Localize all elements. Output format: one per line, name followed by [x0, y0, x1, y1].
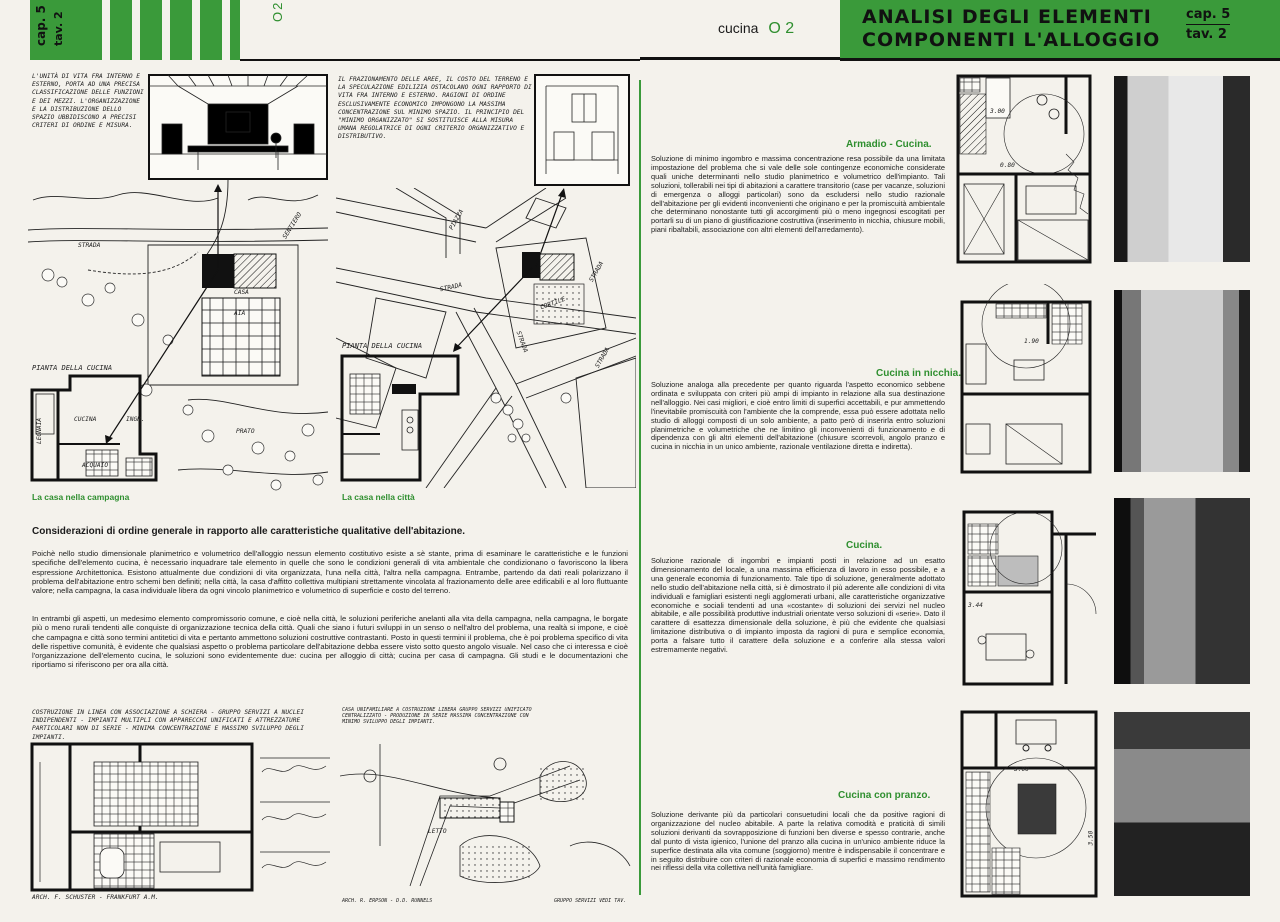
right-header-rule	[640, 57, 840, 60]
body-paragraph-2: In entrambi gli aspetti, un medesimo elemento compromissorio comune, e cioè nella città, le soluzioni periferiche anelanti alla vita della campagna, nella campagna, le borgate più o meno rurali tendenti alle conquiste di organizzazione tecnica della città. Quali che siano i futuri sviluppi in un senso o nell'altro del problema, una realtà si impone, e cioè che campagna e città sono termini antitetici di vita e pertanto ammettono soluzioni costruttive contrastanti. Posto in questi termini il problema, che è poi problema specifico di vita delle rispettive comunità, è evidente che qualsiasi aspetto o problema particolare dell'abitazione debba essere visto sotto questo angolo visuale. Nel caso che ci interessa e cioè l'organizzazione dell'elemento cucina, le soluzioni sono evidentemente due: cucina per alloggio di città; cucina per casa di campagna. Gli studi e le documentazioni che riportiamo si riferiscono per ora alla città.	[32, 614, 628, 670]
caption-citta: La casa nella città	[342, 492, 415, 502]
left-header-rule	[240, 59, 640, 61]
note-intro-campagna: L'UNITÀ DI VITA FRA INTERNO E ESTERNO, PORTA AD UNA PRECISA CLASSIFICAZIONE DELLE FUNZIONI E DEI MEZZI. L'ORGANIZZAZIONE E LA DISTRIBUZIONE DELLO SPAZIO UBBIDISCONO A PRECISI CRITERI DI ORDINE E MISURA.	[32, 73, 144, 130]
label-cortile: CORTILE	[539, 295, 567, 312]
title-line-1: ANALISI DEGLI ELEMENTI	[862, 6, 1152, 28]
label-letto: LETTO	[428, 828, 447, 835]
caption-campagna: La casa nella campagna	[32, 492, 130, 502]
label-aia: AIA	[234, 310, 246, 317]
city-kitchen-plan	[340, 354, 460, 482]
left-header-code: O2	[270, 0, 285, 22]
left-cap-label	[30, 6, 80, 56]
note-frankfurt: COSTRUZIONE IN LINEA CON ASSOCIAZIONE A SCHIERA - GRUPPO SERVIZI A NUCLEI INDIPENDENTI - IMPIANTI MULTIPLI CON APPARECCHI UNIFICATI E ATTREZZATURE PARTICOLARI NON DI SERIE - MINIMA CONCENTRAZIONE E MASSIMO SVILUPPO DEGLI IMPIANTI.	[32, 709, 304, 741]
label-strada: STRADA	[78, 242, 101, 249]
note-runnels: CASA UNIFAMILIARE A COSTRUZIONE LIBERA GRUPPO SERVIZI UNIFICATO CENTRALIZZATO - PRODUZIONE IN SERIE MASSIMA CONCENTRAZIONE CON MINIMO SVILUPPO DEGLI IMPIANTI.	[342, 707, 532, 726]
section-pranzo-title: Cucina con pranzo.	[838, 790, 931, 801]
label-casa: CASA	[234, 289, 249, 296]
label-strada-citta-3: STRADA	[514, 330, 529, 354]
label-strada-citta-4: STRADA	[594, 346, 612, 370]
left-tav-text: tav. 2	[52, 11, 65, 46]
arch-runnels: ARCH. R. ERPSON - D.D. RUNNELS	[342, 898, 433, 904]
photo-cucina	[1114, 498, 1250, 684]
frankfurt-plan	[30, 742, 330, 892]
gruppo-servizi-note: GRUPPO SERVIZI VEDI TAV.	[554, 898, 627, 904]
label-strada-citta-1: STRADA	[439, 281, 463, 294]
right-cap-text: cap. 5	[1186, 6, 1230, 25]
country-kitchen-sketch	[148, 74, 328, 180]
right-tav-text: tav. 2	[1186, 27, 1227, 42]
label-strada-citta-2: STRADA	[588, 260, 606, 284]
right-code-text: O 2	[768, 20, 795, 37]
right-cap-box	[1186, 6, 1230, 45]
label-pianta-campagna: PIANTA DELLA CUCINA	[32, 364, 113, 372]
body-paragraph-1: Poichè nello studio dimensionale planimetrico e volumetrico dell'alloggio nessun elemento costitutivo esiste a sè stante, prima di esaminare le caratteristiche e le funzioni specifiche dell'elemento cucina, è necessario inquadrare tale elemento in quelle che sono le condizioni generali di vita ambientale che condizionano o favoriscono la libera espressione Architettonica. Esistono attualmente due condizioni di vita organizzata, l'una nella città, l'altra nella campagna. Entrambe, partendo da dati reali polarizzano il problema dell'abitazione entro schemi ben definiti; nella città, la casa d'affitto collettiva multipiani strettamente vincolata al frazionamento delle aree edificabili e al loro fluttuante valore; nella campagna, la casa individuale libera da ogni vincolo planimetrico e volumetrico di superficie e costo del terreno.	[32, 549, 628, 596]
left-cap-text: cap. 5	[34, 5, 48, 46]
plan-cucina	[956, 494, 1100, 686]
plan-nicchia	[956, 284, 1100, 474]
dim-nicchia: 1.90	[1024, 338, 1039, 345]
section-nicchia-text: Soluzione analoga alla precedente per quanto riguarda l'aspetto economico sebbene ordinata e sviluppata con criteri più ampi di impianto in relazione alla sua destinazione nell'alloggio. Nei casi migliori, e cioè entro limiti di superfici accettabili, e pur ammettendo l'inevitabile promiscuità con l'ambiente che la comprende, essa può essere adottata nello studio di alloggi composti di un solo ambiente, a patto però di inserirla entro soluzioni planimetriche e volumetriche che ne limitino gli inconvenienti di funzionamento e di dipendenza con gli altri elementi dell'abitazione (chiusure scorrevoli, angolo pranzo e cucina in nicchia in un unico ambiente, razionale ventilazione diretta e indiretta).	[651, 380, 945, 452]
photo-pranzo	[1114, 712, 1250, 896]
section-nicchia-title: Cucina in nicchia.	[876, 368, 962, 379]
country-kitchen-plan	[30, 374, 158, 482]
section-cucina-title: Cucina.	[846, 540, 883, 551]
right-title	[862, 6, 1160, 52]
label-sentiero: SENTIERO	[281, 211, 304, 241]
plan-armadio	[956, 74, 1100, 264]
plan-pranzo	[956, 708, 1100, 898]
label-prato: PRATO	[236, 428, 255, 435]
right-word-text: cucina	[718, 20, 759, 36]
dim-armadio-2: 0.80	[1000, 162, 1015, 169]
dim-armadio-1: 3.00	[990, 108, 1005, 115]
runnels-plan	[340, 736, 640, 896]
city-kitchen-sketch	[534, 74, 630, 186]
note-intro-citta: IL FRAZIONAMENTO DELLE AREE, IL COSTO DEL TERRENO E LA SPECULAZIONE EDILIZIA OSTACOLANO OGNI RAPPORTO DI VITA FRA INTERNO E ESTERNO. RAGIONI DI ORDINE ESCLUSIVAMENTE ECONOMICO IMPONGONO LA MASSIMA CONCENTRAZIONE SUL MINIMO SPAZIO. IL PRINCIPIO DEL "MINIMO ORGANIZZATO" SI SOSTITUISCE ALLA MISURA UMANA REGOLATRICE DI OGNI CRITERIO ORGANIZZATIVO E DISTRIBUTIVO.	[338, 76, 532, 141]
dim-cucina: 3.44	[968, 602, 983, 609]
label-acquaio: ACQUAIO	[82, 462, 109, 469]
photo-armadio	[1114, 76, 1250, 262]
right-header-word	[718, 20, 794, 38]
label-piazza: PIAZZA	[448, 208, 466, 232]
photo-nicchia	[1114, 290, 1250, 472]
label-legnaia: LEGNAIA	[36, 417, 43, 444]
dim-pranzo-2: 3.50	[1087, 830, 1095, 846]
label-ingr: INGR.	[126, 416, 145, 423]
section-cucina-text: Soluzione razionale di ingombri e impianti posti in relazione ad un esatto dimensionamento del locale, a una massima efficienza di lavoro in esso possibile, e a una generale economia di funzionamento. Tale tipo di soluzione, generalmente adottato nello studio dell'abitazione nella città, si è dimostrato il più aderente alle condizioni di vita individuali e famigliari esistenti negli agglomerati urbani, alle caratteristiche organizzative economiche e sociali tendenti ad una «costante» di soluzioni dei servizi nel nucleo abitabile, e alle possibilità produttive industriali orientate verso soluzioni di «serie». Dato il carattere di esattezza dimensionale della soluzione, è più che evidente che qualsiasi limitazione distributiva o di impianto imposta da ragioni di pura e semplice economia, porta a falsare tutto il carattere della soluzione e a conferire alla stessa valori estremamente negativi.	[651, 556, 945, 655]
left-header-stripes	[80, 0, 240, 60]
dim-pranzo-1: 3.00	[1014, 766, 1029, 773]
section-pranzo-text: Soluzione derivante più da particolari consuetudini locali che da positive ragioni di organizzazione del nucleo abitabile. A parte la relativa comodità e praticità di simili soluzioni derivanti da sovrapposizione di funzioni ben diverse e spesso contrarie, anche dal punto di vista igienico, l'unione del pranzo alla cucina in un'unico ambiente riduce la superfice destinata alla vita comune (soggiorno) mentre è indispensabile il concentrare e in seguito distribuire con criteri di razionale economia di superfici e massimo rendimento nei riflessi della vita collettiva nell'unità famigliare.	[651, 810, 945, 873]
section-armadio-title: Armadio - Cucina.	[846, 139, 932, 150]
section-armadio-text: Soluzione di minimo ingombro e massima concentrazione resa possibile da una limitata impostazione del problema che si vale delle sole contingenze economiche considerate quali uniche determinanti nello studio planimetrico e volumetrico dell'impianto. Tali soluzioni, tollerabili nei tipi di abitazioni a carattere transitorio (case per vacanze, soluzioni di emergenza o alloggi particolari) sono da escludersi nello studio razionale dell'abitazione per gli evidenti inconvenienti che originano e per la promiscuità ambientale che determinano nonostante tutti gli accorgimenti più o meno ingegnosi escogitati per portarli su di un piano di giustificazione costruttiva (inserimento in nicchia, chiusure mobili, piani ribaltabili, associazione con altri elementi dell'arredamento).	[651, 154, 945, 235]
label-pianta-citta: PIANTA DELLA CUCINA	[342, 342, 423, 350]
title-line-2: COMPONENTI L'ALLOGGIO	[862, 29, 1161, 51]
section-heading: Considerazioni di ordine generale in rapporto alle caratteristiche qualitative dell'abitazione.	[32, 526, 466, 537]
arch-frankfurt: ARCH. F. SCHUSTER - FRANKFURT A.M.	[32, 894, 159, 901]
label-cucina: CUCINA	[74, 416, 97, 423]
page-divider	[639, 80, 641, 895]
